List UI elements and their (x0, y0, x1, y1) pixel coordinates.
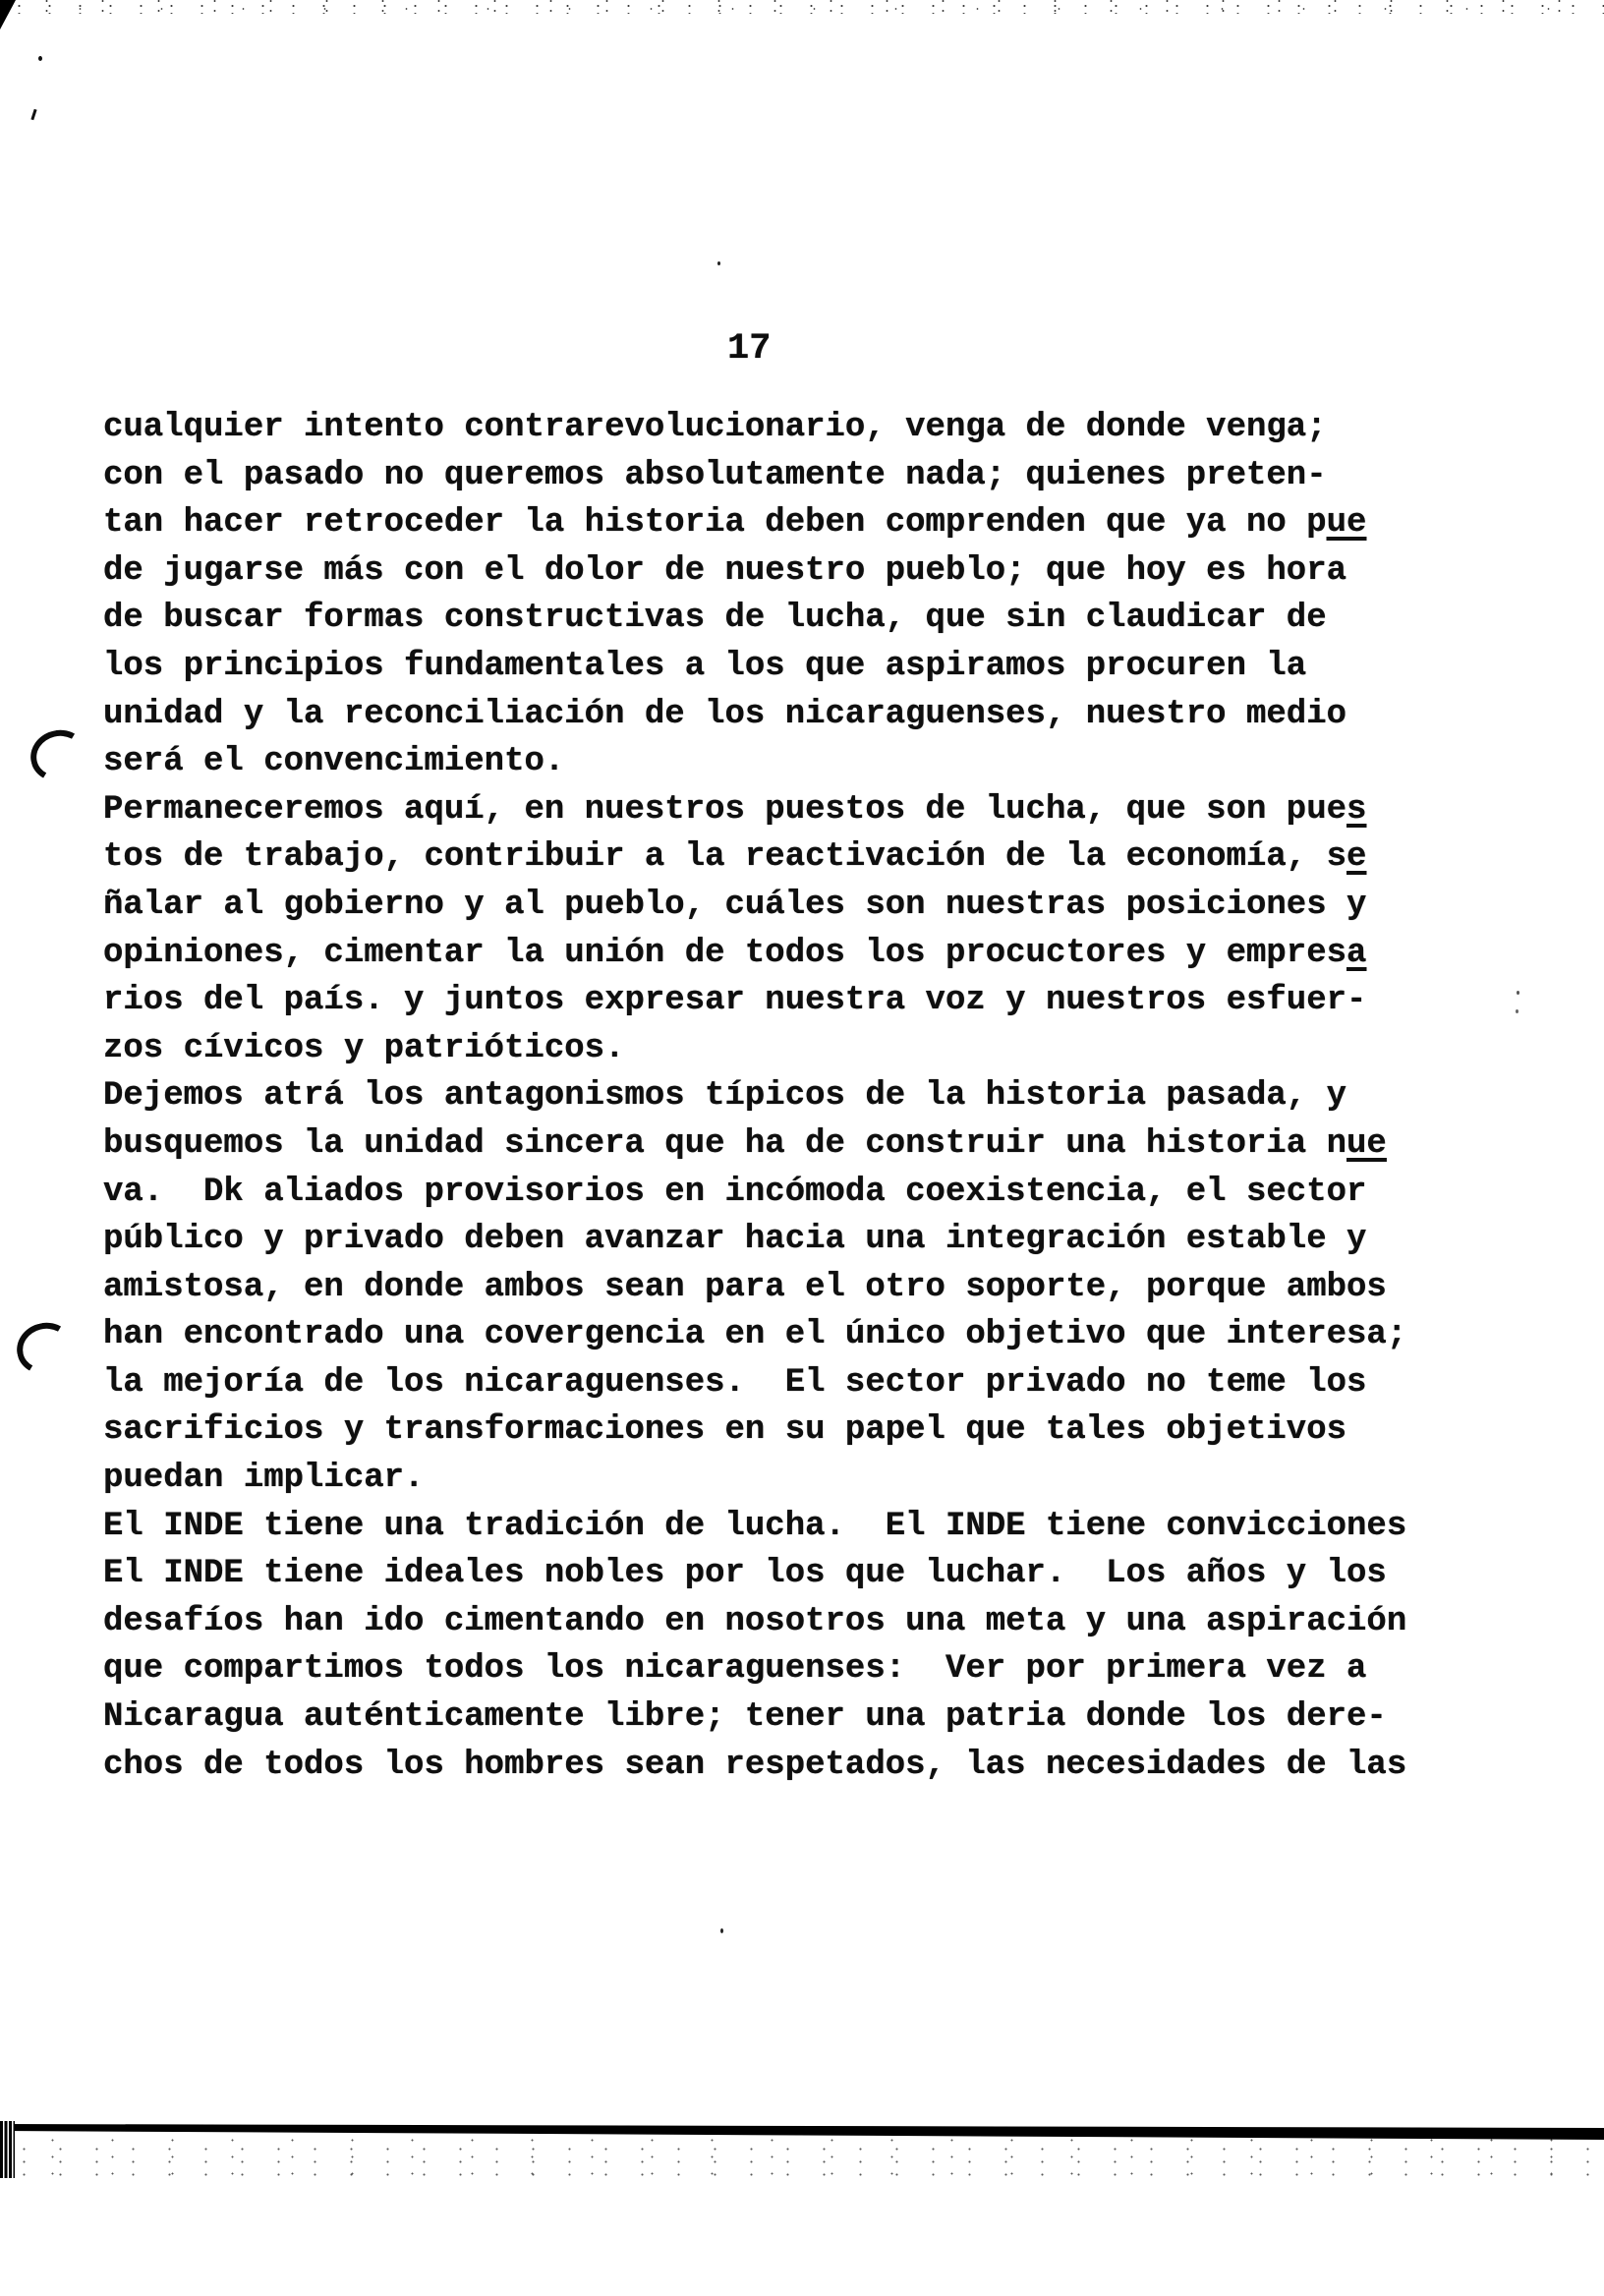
text-line: zos cívicos y patrióticos. (103, 1029, 625, 1067)
underlined-syllable: e (1346, 838, 1367, 877)
text-line: Permaneceremos aquí, en nuestros puestos de lucha, que son pues (103, 790, 1367, 829)
text-line: público y privado deben avanzar hacia una integración estable y (103, 1221, 1367, 1259)
text-line: de buscar formas constructivas de lucha, que sin claudicar de (103, 600, 1327, 638)
scan-noise-top (0, 0, 1604, 14)
text-line: rios del país. y juntos expresar nuestra voz y nuestros esfuer- (103, 982, 1367, 1020)
text-line: chos de todos los hombres sean respetados, las necesidades de las (103, 1746, 1407, 1784)
text-line: va. Dk aliados provisorios en incómoda coexistencia, el sector (103, 1173, 1367, 1211)
underlined-syllable: ue (1326, 504, 1367, 543)
text-line: desafíos han ido cimentando en nosotros una meta y una aspiración (103, 1602, 1407, 1640)
text-line: que compartimos todos los nicaraguenses: Ver por primera vez a (103, 1650, 1367, 1689)
text-line: tos de trabajo, contribuir a la reactivación de la economía, se (103, 838, 1367, 877)
text-line: sacrificios y transformaciones en su papel que tales objetivos (103, 1411, 1347, 1450)
text-line: unidad y la reconciliación de los nicaraguenses, nuestro medio (103, 695, 1347, 733)
text-line: puedan implicar. (103, 1460, 425, 1498)
text-line: opiniones, cimentar la unión de todos los procuctores y empresa (103, 934, 1367, 972)
scan-speck (717, 261, 720, 265)
text-line: El INDE tiene una tradición de lucha. El INDE tiene convicciones (103, 1507, 1407, 1545)
text-line: ñalar al gobierno y al pueblo, cuáles son nuestras posiciones y (103, 886, 1367, 924)
text-line: la mejoría de los nicaraguenses. El sector privado no teme los (103, 1363, 1367, 1402)
text-line: El INDE tiene ideales nobles por los que luchar. Los años y los (103, 1555, 1387, 1593)
scan-speck (1517, 991, 1519, 995)
page-number: 17 (727, 328, 772, 370)
underlined-syllable: s (1346, 790, 1367, 829)
scan-bar-bottom-left (0, 2121, 15, 2178)
text-line: cualquier intento contrarevolucionario, venga de donde venga; (103, 409, 1327, 446)
scan-noise-bottom (0, 2139, 1604, 2178)
text-line: de jugarse más con el dolor de nuestro pueblo; que hoy es hora (103, 551, 1347, 590)
underlined-syllable: ue (1346, 1124, 1387, 1163)
text-line: busquemos la unidad sincera que ha de construir una historia nue (103, 1124, 1387, 1163)
text-line: Nicaragua auténticamente libre; tener una patria donde los dere- (103, 1698, 1387, 1737)
text-line: han encontrado una covergencia en el único objetivo que interesa; (103, 1316, 1407, 1354)
margin-arc-mark (12, 1317, 80, 1380)
scan-speck (38, 56, 42, 61)
scan-speck (1516, 1009, 1518, 1013)
text-line: Dejemos atrá los antagonismos típicos de la historia pasada, y (103, 1077, 1347, 1116)
scan-speck (720, 1928, 723, 1933)
scan-speck (30, 109, 36, 120)
text-line: amistosa, en donde ambos sean para el otro soporte, porque ambos (103, 1268, 1387, 1306)
text-line: los principios fundamentales a los que aspiramos procuren la (103, 647, 1307, 685)
text-line: tan hacer retroceder la historia deben comprenden que ya no pue (103, 504, 1367, 543)
text-line: será el convencimiento. (103, 743, 565, 781)
margin-arc-mark (26, 724, 93, 787)
document-text (103, 404, 1538, 1789)
underlined-syllable: a (1346, 934, 1367, 972)
text-line: con el pasado no queremos absolutamente nada; quienes preten- (103, 456, 1327, 494)
